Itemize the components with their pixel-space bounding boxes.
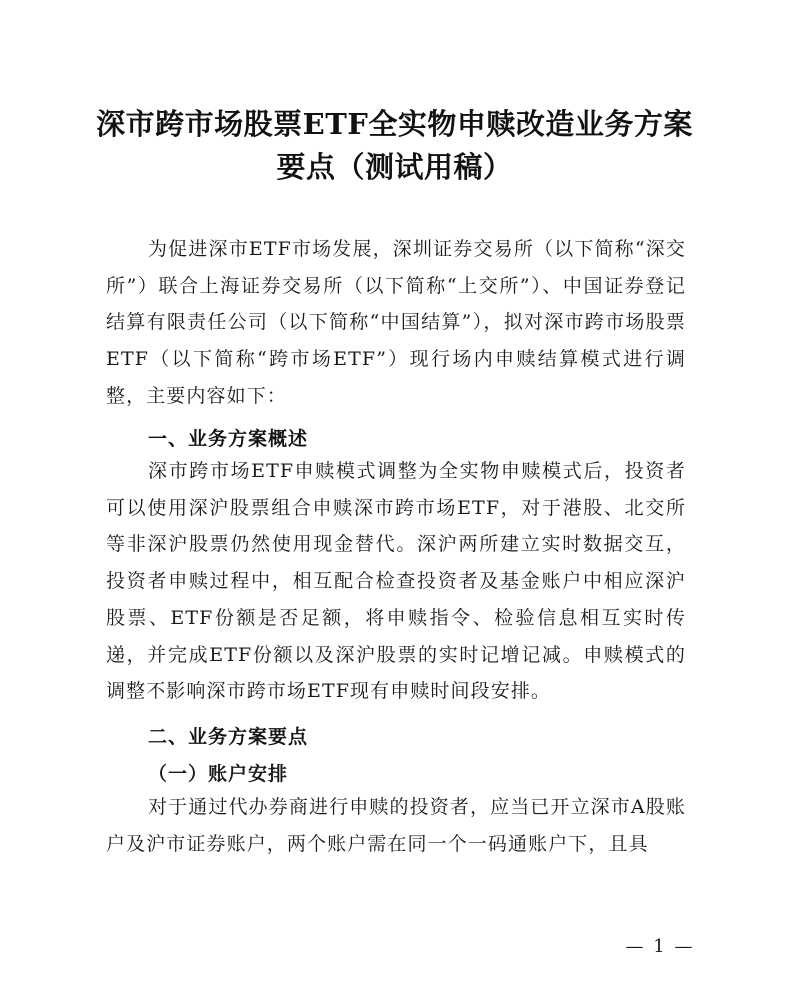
document-title-line-1: 深市跨市场股票ETF全实物申赎改造业务方案 — [96, 107, 693, 141]
page-number: — 1 — — [625, 936, 695, 957]
intro-paragraph: 为促进深市ETF市场发展，深圳证券交易所（以下简称“深交所”）联合上海证券交易所（以下简称“上交所”）、中国证券登记结算有限责任公司（以下简称“中国结算”），拟对深市跨市场股票ETF（以下简称“跨市场ETF”）现行场内申赎结算模式进行调整，主要内容如下： — [106, 238, 686, 407]
document-title-line-2: 要点（测试用稿） — [276, 150, 513, 184]
section-2-1-heading: （一）账户安排 — [148, 763, 289, 785]
section-1-paragraph: 深市跨市场ETF申赎模式调整为全实物申赎模式后，投资者可以使用深沪股票组合申赎深市跨市场ETF，对于港股、北交所等非深沪股票仍然使用现金替代。深沪两所建立实时数据交互，投资者申赎过程中，相互配合检查投资者及基金账户中相应深沪股票、ETF份额是否足额，将申赎指令、检验信息相互实时传递，并完成ETF份额以及深沪股票的实时记增记减。申赎模式的调整不影响深市跨市场ETF现有申赎时间段安排。 — [106, 460, 686, 703]
section-2-heading: 二、业务方案要点 — [148, 726, 309, 748]
section-2-1-paragraph: 对于通过代办券商进行申赎的投资者，应当已开立深市A股账户及沪市证券账户，两个账户需在同一个一码通账户下，且具 — [106, 796, 686, 855]
section-1-heading: 一、业务方案概述 — [148, 428, 309, 450]
